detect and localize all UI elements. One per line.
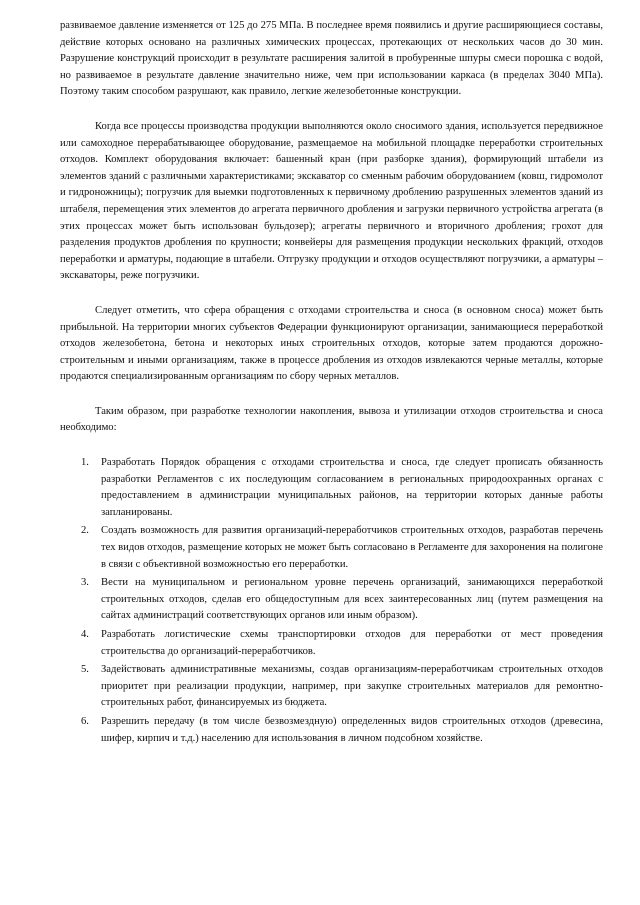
list-item-number: 5. — [81, 664, 89, 676]
list-item-number: 1. — [81, 457, 89, 469]
list-item — [81, 523, 603, 573]
list-item-text: Создать возможность для развития организаций-переработчиков строительных отходов, разработав перечень тех видов отходов, размещение которых не может быть согласовано в Регламенте для захоронения на полигоне в связи с объективной возможностью его переработки. — [101, 525, 603, 570]
list-item-text: Вести на муниципальном и региональном уровне перечень организаций, занимающихся переработкой строительных отходов, сделав его общедоступным для всех заинтересованных лиц (путем размещения на сайтах администраций соответствующих органов или иным образом). — [101, 577, 603, 622]
list-item — [81, 575, 603, 625]
paragraph-profitability: Следует отметить, что сфера обращения с отходами строительства и сноса (в основном сноса) может быть прибыльной. На территории многих субъектов Федерации функционируют организации, занимающиеся переработкой отходов железобетона, бетона и некоторых иных строительных отходов, которые затем продаются дорожно-строительным и иными организациям, также в процессе дробления из отходов извлекаются черные металлы, которые продаются специализированным организациям по сбору черных металлов. — [60, 304, 603, 383]
list-item — [81, 627, 603, 660]
list-item — [81, 662, 603, 712]
paragraph-conclusion-intro: Таким образом, при разработке технологии накопления, вывоза и утилизации отходов строительства и сноса необходимо: — [60, 405, 603, 434]
paragraph-equipment: Когда все процессы производства продукции выполняются около сносимого здания, используется передвижное или самоходное перерабатывающее оборудование, размещаемое на мобильной площадке переработки строительных отходов. Комплект оборудования включает: башенный кран (при разборке здания), формирующий штабели из элементов зданий с различными характеристиками; экскаватор со сменным рабочим оборудованием (ковш, гидромолот и гидроножницы); погрузчик для выемки подготовленных к первичному дроблению разрушенных элементов зданий из штабеля, перемещения этих элементов до агрегата первичного дробления и загрузки первичного устройства агрегата (в этих процессах может быть использован бульдозер); агрегаты первичного и вторичного дробления; грохот для разделения продуктов дробления по крупности; конвейеры для размещения продукции нескольких фракций, отходов переработки и арматуры, подающие в штабели. Отгрузку продукции и отходов осуществляют погрузчики, а арматуры – экскаваторы, реже погрузчики. — [60, 120, 603, 282]
list-item-number: 2. — [81, 525, 89, 537]
list-item-number: 4. — [81, 629, 89, 640]
list-item-text: Задействовать административные механизмы, создав организациям-переработчикам строительных отходов приоритет при реализации продукции, например, при закупке строительных материалов для ремонтно-строительных работ, финансируемых из бюджета. — [101, 664, 603, 709]
list-item-text: Разрешить передачу (в том числе безвозмездную) определенных видов строительных отходов (древесина, шифер, кирпич и т.д.) населению для использования в личном подсобном хозяйстве. — [101, 715, 603, 744]
list-item — [81, 455, 603, 521]
list-item-text: Разработать Порядок обращения с отходами строительства и сноса, где следует прописать обязанность разработки Регламентов с их последующим согласованием в региональных природоохранных органах с предоставлением в администрации муниципальных районов, на территории которых данные работы запланированы. — [101, 457, 603, 518]
paragraph-continuation: развиваемое давление изменяется от 125 до 275 МПа. В последнее время появились и другие расширяющиеся составы, действие которых основано на различных химических процессах, протекающих от нескольких часов до 30 мин. Разрушение конструкций происходит в результате расширения залитой в пробуренные шпуры смеси порошка с водой, но развиваемое в результате давление значительно ниже, чем при использовании каркаса (в пределах 3040 МПа). Поэтому таким способом разрушают, как правило, легкие железобетонные конструкции. — [60, 20, 603, 98]
list-item-number: 3. — [81, 577, 89, 589]
recommendations-list — [60, 455, 603, 747]
list-item-text: Разработать логистические схемы транспортировки отходов для переработки от мест проведения строительства до организаций-переработчиков. — [101, 629, 603, 657]
list-item-number: 6. — [81, 715, 89, 727]
list-item — [81, 714, 603, 747]
